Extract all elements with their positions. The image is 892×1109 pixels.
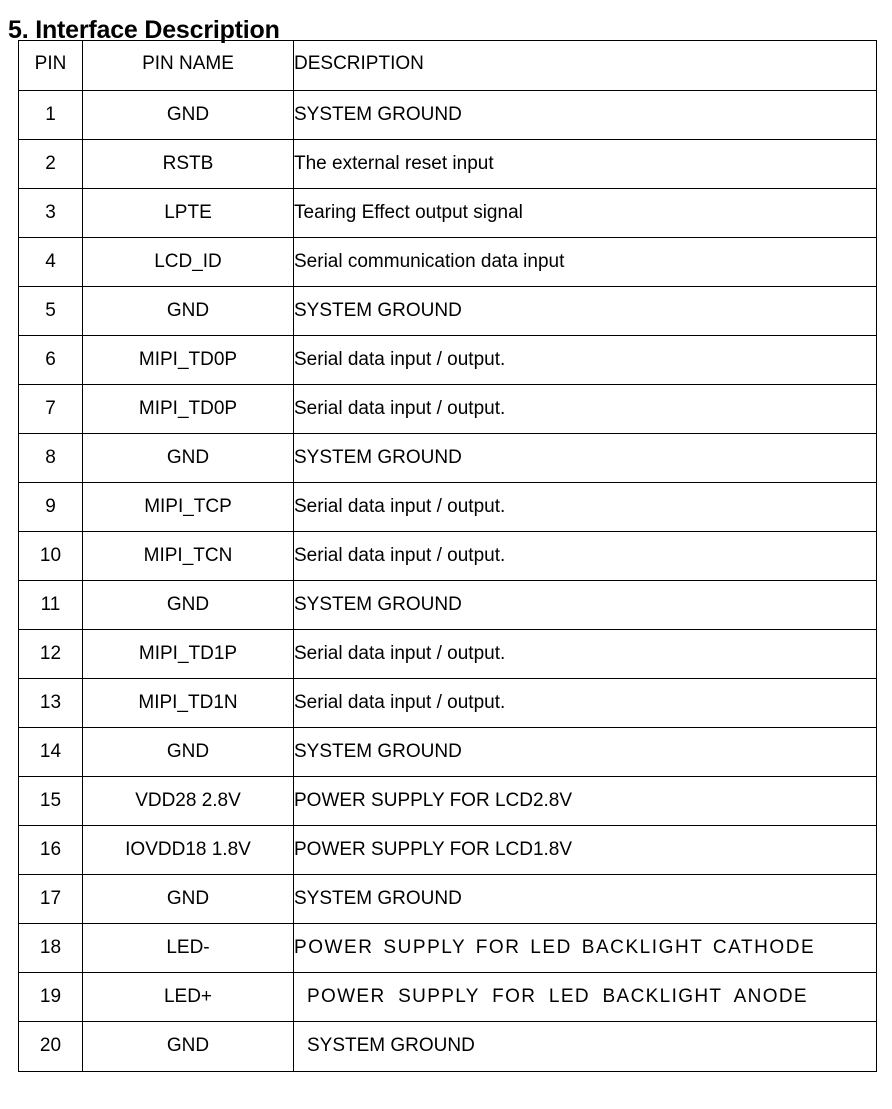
- table-row: [19, 630, 877, 679]
- table-row: [19, 189, 877, 238]
- table-row: [19, 728, 877, 777]
- pin-description: SYSTEM GROUND: [294, 287, 877, 336]
- pin-number: 20: [19, 1022, 83, 1072]
- pin-name: LED+: [83, 973, 294, 1022]
- table-row: [19, 777, 877, 826]
- table-row: [19, 434, 877, 483]
- pin-number: 16: [19, 826, 83, 875]
- pin-number: 17: [19, 875, 83, 924]
- pin-description: SYSTEM GROUND: [294, 434, 877, 483]
- pin-name: LED-: [83, 924, 294, 973]
- pin-description: Serial data input / output.: [294, 679, 877, 728]
- pin-description: SYSTEM GROUND: [294, 728, 877, 777]
- pin-number: 9: [19, 483, 83, 532]
- pin-number: 6: [19, 336, 83, 385]
- pin-number: 11: [19, 581, 83, 630]
- header-pin: PIN: [19, 41, 83, 91]
- pin-name: MIPI_TD1N: [83, 679, 294, 728]
- pin-description: Serial data input / output.: [294, 532, 877, 581]
- pin-name: MIPI_TD0P: [83, 385, 294, 434]
- table-row: [19, 385, 877, 434]
- pin-name: GND: [83, 875, 294, 924]
- pin-name: MIPI_TCP: [83, 483, 294, 532]
- pin-number: 4: [19, 238, 83, 287]
- pin-number: 3: [19, 189, 83, 238]
- pin-name: LCD_ID: [83, 238, 294, 287]
- table-row: [19, 1022, 877, 1072]
- header-pin-name: PIN NAME: [83, 41, 294, 91]
- pin-description: SYSTEM GROUND: [294, 1022, 877, 1072]
- table-row: [19, 581, 877, 630]
- table-row: [19, 91, 877, 140]
- header-description: DESCRIPTION: [294, 41, 877, 91]
- pin-name: GND: [83, 581, 294, 630]
- pin-name: GND: [83, 1022, 294, 1072]
- pin-number: 12: [19, 630, 83, 679]
- table-row: [19, 140, 877, 189]
- pin-name: GND: [83, 287, 294, 336]
- pin-name: MIPI_TD0P: [83, 336, 294, 385]
- pin-number: 19: [19, 973, 83, 1022]
- table-row: [19, 826, 877, 875]
- table-header-row: [19, 41, 877, 91]
- pin-description: POWER SUPPLY FOR LED BACKLIGHT CATHODE: [294, 924, 877, 973]
- table-row: [19, 973, 877, 1022]
- pin-description: Tearing Effect output signal: [294, 189, 877, 238]
- pin-name: GND: [83, 728, 294, 777]
- pin-number: 8: [19, 434, 83, 483]
- pin-name: VDD28 2.8V: [83, 777, 294, 826]
- pin-name: RSTB: [83, 140, 294, 189]
- pin-description: Serial data input / output.: [294, 483, 877, 532]
- pin-description: Serial data input / output.: [294, 630, 877, 679]
- pin-description: The external reset input: [294, 140, 877, 189]
- pin-description: POWER SUPPLY FOR LED BACKLIGHT ANODE: [294, 973, 877, 1022]
- table-row: [19, 336, 877, 385]
- pin-number: 5: [19, 287, 83, 336]
- pin-number: 14: [19, 728, 83, 777]
- pin-description: POWER SUPPLY FOR LCD1.8V: [294, 826, 877, 875]
- pin-description: SYSTEM GROUND: [294, 875, 877, 924]
- pin-name: IOVDD18 1.8V: [83, 826, 294, 875]
- pin-description: SYSTEM GROUND: [294, 91, 877, 140]
- table-row: [19, 483, 877, 532]
- pin-name: LPTE: [83, 189, 294, 238]
- pin-number: 1: [19, 91, 83, 140]
- pin-number: 10: [19, 532, 83, 581]
- pin-description: SYSTEM GROUND: [294, 581, 877, 630]
- table-row: [19, 679, 877, 728]
- pin-description: Serial communication data input: [294, 238, 877, 287]
- table-row: [19, 875, 877, 924]
- pin-number: 18: [19, 924, 83, 973]
- table-row: [19, 238, 877, 287]
- table-row: [19, 924, 877, 973]
- pin-table: [18, 40, 877, 1072]
- pin-number: 2: [19, 140, 83, 189]
- pin-name: GND: [83, 91, 294, 140]
- pin-description: Serial data input / output.: [294, 336, 877, 385]
- pin-number: 15: [19, 777, 83, 826]
- pin-name: GND: [83, 434, 294, 483]
- pin-number: 7: [19, 385, 83, 434]
- pin-name: MIPI_TCN: [83, 532, 294, 581]
- table-row: [19, 532, 877, 581]
- pin-description: Serial data input / output.: [294, 385, 877, 434]
- table-row: [19, 287, 877, 336]
- pin-number: 13: [19, 679, 83, 728]
- pin-name: MIPI_TD1P: [83, 630, 294, 679]
- section-title: 5. Interface Description: [8, 16, 280, 44]
- pin-description: POWER SUPPLY FOR LCD2.8V: [294, 777, 877, 826]
